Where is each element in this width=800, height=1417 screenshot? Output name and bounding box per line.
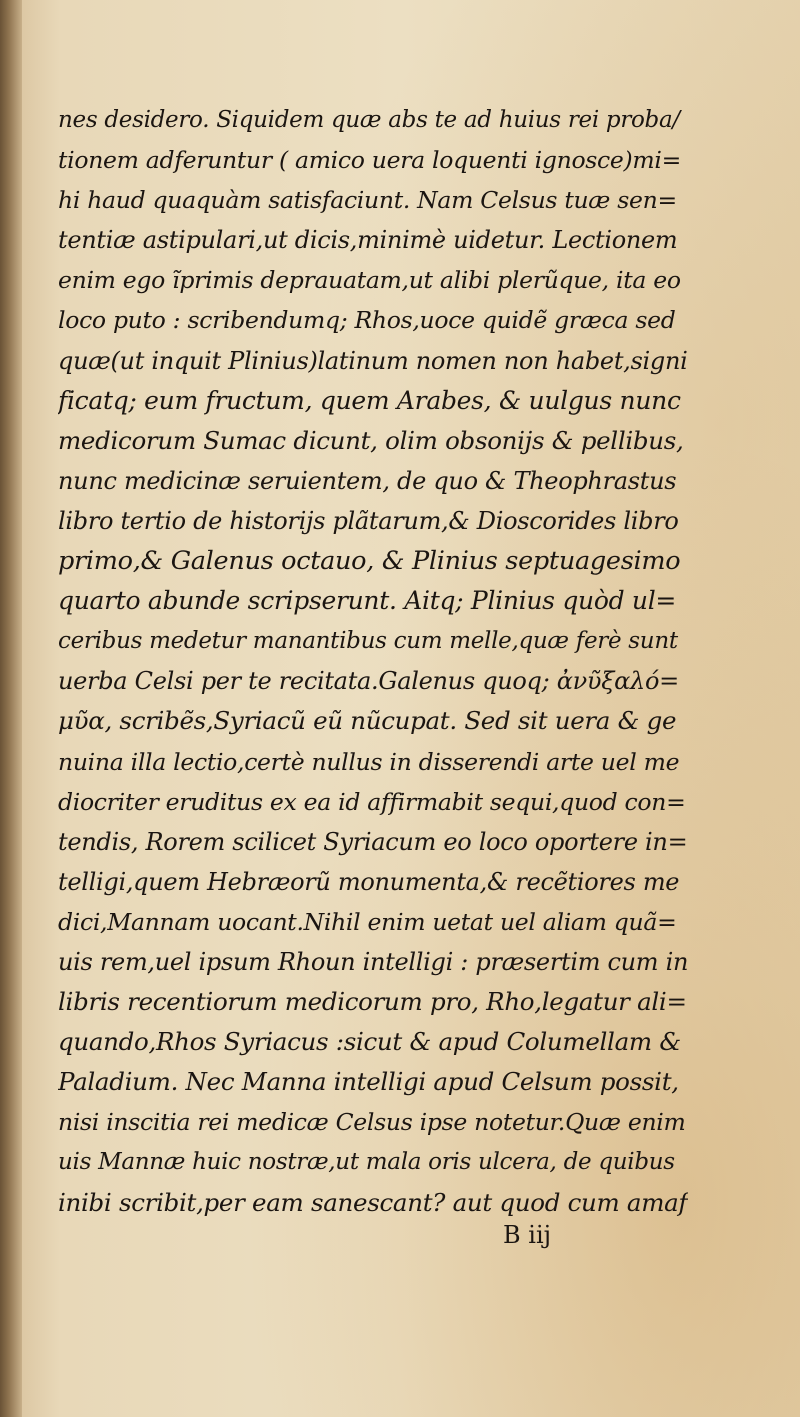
text-line: telligi,quem Hebræorũ monumenta,& recẽtiores me <box>58 867 680 896</box>
text-line: quarto abunde scripserunt. Aitq; Plinius quòd ul= <box>58 586 677 616</box>
text-line: dici,Mannam uocant.Nihil enim uetat uel aliam quã= <box>58 907 677 936</box>
text-line: uerba Celsi per te recitata.Galenus quoq; ἀνῦξαλό= <box>58 667 679 696</box>
text-line: primo,& Galenus octauo, & Plinius septuagesimo <box>58 546 681 577</box>
text-line: diocriter eruditus ex ea id affirmabit sequi,quod con= <box>58 787 686 816</box>
text-line: hi haud quaquàm satisfaciunt. Nam Celsus tuæ sen= <box>58 186 677 215</box>
text-line: Paladium. Nec Manna intelligi apud Celsum possit, <box>58 1067 679 1097</box>
text-line: inibi scribit,per eam sanescant? aut quod cum amaf <box>58 1187 688 1217</box>
text-line: tendis, Rorem scilicet Syriacum eo loco oportere in= <box>58 827 688 856</box>
book-gutter <box>0 0 22 1417</box>
text-line: quæ(ut inquit Plinius)latinum nomen non habet,signi <box>58 346 688 375</box>
text-line: nuina illa lectio,certè nullus in disserendi arte uel me <box>58 747 680 776</box>
text-line: enim ego ĩprimis deprauatam,ut alibi plerũque, ita eo <box>58 266 681 295</box>
text-line: ficatq; eum fructum, quem Arabes, & uulgus nunc <box>58 385 681 415</box>
text-line: uis Mannæ huic nostræ,ut mala oris ulcera, de quibus <box>58 1149 675 1176</box>
text-line: medicorum Sumac dicunt, olim obsonijs & pellibus, <box>58 425 684 455</box>
text-line: nes desidero. Siquidem quæ abs te ad huius rei proba/ <box>58 107 680 133</box>
text-block <box>58 100 688 1223</box>
text-line: μῦα, scribẽs,Syriacũ eũ nũcupat. Sed sit uera & ge <box>58 706 677 736</box>
text-line: loco puto : scribendumq; Rhos,uoce quidẽ græca sed <box>58 306 676 335</box>
text-line: nunc medicinæ seruientem, de quo & Theophrastus <box>58 466 677 495</box>
text-line: libro tertio de historijs plãtarum,& Dioscorides libro <box>58 506 679 535</box>
text-line: tentiæ astipulari,ut dicis,minimè uidetur. Lectionem <box>58 226 678 255</box>
text-line: quando,Rhos Syriacus :sicut & apud Columellam & <box>58 1027 681 1057</box>
signature-mark: B iij <box>503 1221 552 1249</box>
text-line: uis rem,uel ipsum Rhoun intelligi : præsertim cum in <box>58 947 688 976</box>
text-line: nisi inscitia rei medicæ Celsus ipse notetur.Quæ enim <box>58 1108 686 1137</box>
text-line: libris recentiorum medicorum pro, Rho,legatur ali= <box>58 987 687 1017</box>
text-line: tionem adferuntur ( amico uera loquenti ignosce)mi= <box>58 146 681 175</box>
text-line: ceribus medetur manantibus cum melle,quæ ferè sunt <box>58 628 678 655</box>
